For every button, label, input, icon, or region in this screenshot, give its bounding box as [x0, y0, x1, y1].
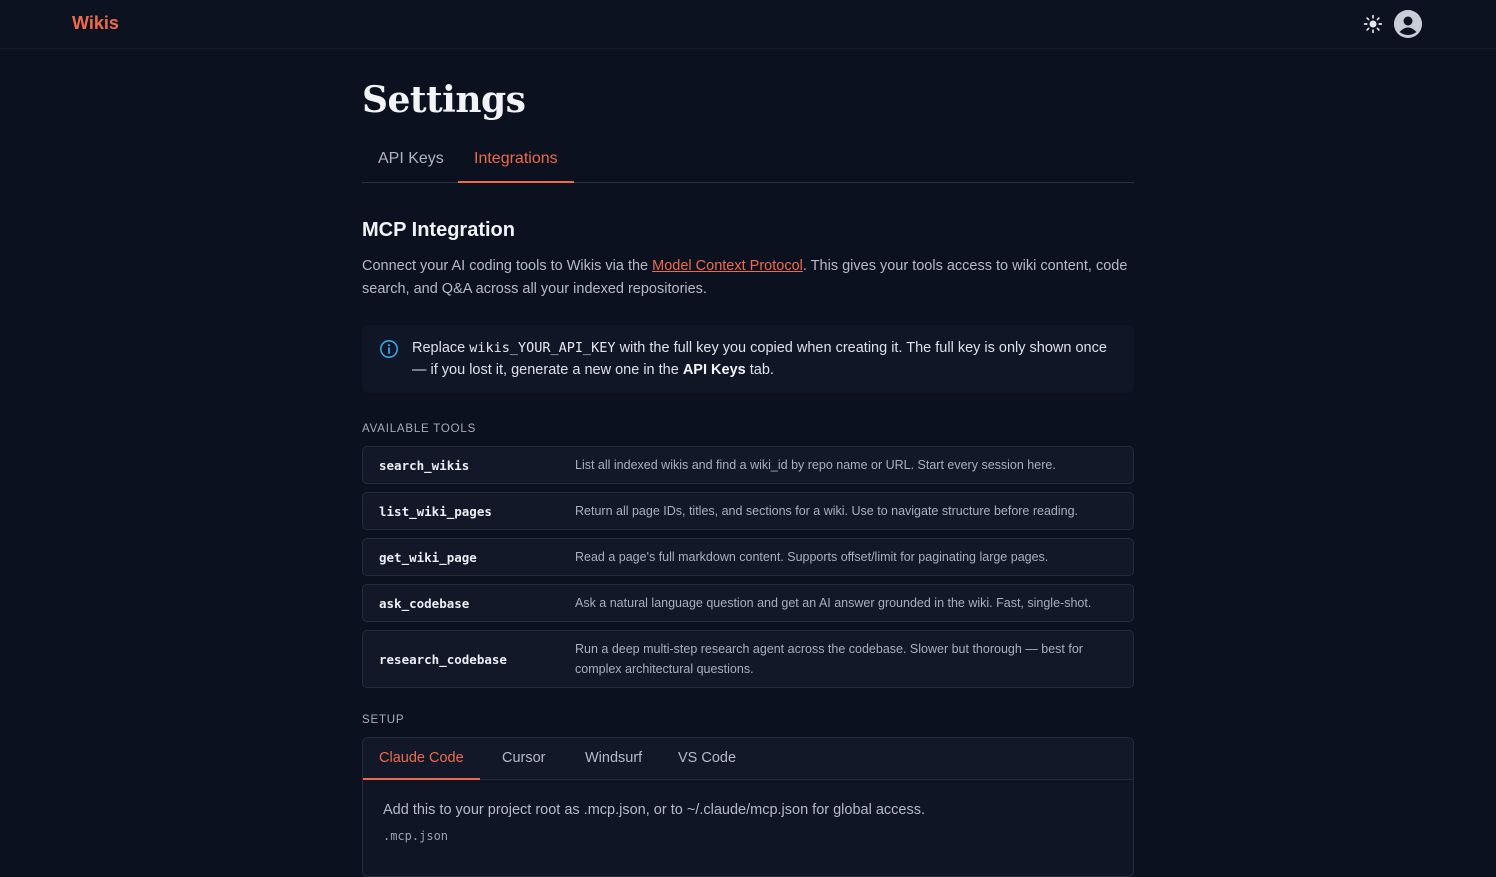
- setup-panel: [362, 737, 1134, 877]
- tab-api-keys[interactable]: API Keys: [378, 150, 444, 167]
- setup-tabs: [363, 738, 1134, 780]
- mcp-section-title: MCP Integration: [362, 219, 515, 241]
- theme-toggle-button[interactable]: [1361, 12, 1385, 36]
- tool-description: Ask a natural language question and get an AI answer grounded in the wiki. Fast, single-shot.: [575, 596, 1092, 610]
- tool-row: [362, 538, 1134, 576]
- setup-tab-vs-code[interactable]: VS Code: [678, 750, 737, 766]
- tool-name: ask_codebase: [379, 596, 470, 611]
- user-icon: [1394, 10, 1422, 38]
- mcp-intro: [362, 255, 1134, 301]
- tool-row: [362, 492, 1134, 530]
- api-keys-tab-reference: API Keys: [682, 362, 746, 378]
- tool-row: [362, 630, 1134, 688]
- user-avatar-button[interactable]: [1394, 10, 1422, 38]
- setup-tab-windsurf[interactable]: Windsurf: [585, 750, 643, 766]
- tool-description: List all indexed wikis and find a wiki_id by repo name or URL. Start every session here.: [575, 458, 1056, 472]
- api-key-notice: [362, 325, 1134, 393]
- config-filename: .mcp.json: [383, 829, 449, 843]
- setup-heading: SETUP: [362, 714, 405, 726]
- tool-name: search_wikis: [379, 458, 470, 473]
- tool-name: list_wiki_pages: [379, 504, 492, 519]
- setup-tab-claude-code[interactable]: Claude Code: [363, 738, 480, 780]
- intro-text: Connect your AI coding tools to Wikis via the: [362, 258, 653, 274]
- settings-tabs: [362, 141, 1134, 183]
- api-key-placeholder-code: wikis_YOUR_API_KEY: [469, 340, 616, 356]
- tool-name: get_wiki_page: [379, 550, 477, 565]
- setup-hint: Add this to your project root as .mcp.json, or to ~/.claude/mcp.json for global access.: [383, 802, 926, 818]
- notice-text-part: with the full key you copied when creating it. The full key is only shown once — if you lost it, generate a new one in the: [412, 340, 1107, 378]
- page-title: Settings: [362, 79, 526, 121]
- tool-description: Return all page IDs, titles, and sections for a wiki. Use to navigate structure before reading.: [575, 504, 1079, 518]
- model-context-protocol-link[interactable]: Model Context Protocol: [652, 258, 803, 274]
- tool-name: research_codebase: [379, 652, 507, 667]
- top-bar: [0, 0, 1496, 49]
- notice-text-part: Replace: [412, 340, 470, 356]
- brand-logo-link[interactable]: Wikis: [72, 13, 119, 33]
- intro-text-end: . This gives your tools access to wiki content, code search, and Q&A across all your indexed repositories.: [362, 258, 1128, 297]
- setup-tab-cursor[interactable]: Cursor: [502, 750, 546, 766]
- tool-description: Run a deep multi-step research agent across the codebase. Slower but thorough — best for complex architectural questions.: [575, 642, 1083, 676]
- tool-description: Read a page's full markdown content. Supports offset/limit for paginating large pages.: [575, 550, 1049, 564]
- notice-text-part: tab.: [745, 362, 774, 378]
- sun-icon: [1363, 14, 1383, 34]
- tool-row: [362, 584, 1134, 622]
- available-tools-heading: AVAILABLE TOOLS: [362, 423, 477, 435]
- tool-row: [362, 446, 1134, 484]
- notice-text: [412, 337, 1112, 381]
- info-icon: [379, 339, 399, 359]
- tab-integrations[interactable]: Integrations: [458, 141, 574, 183]
